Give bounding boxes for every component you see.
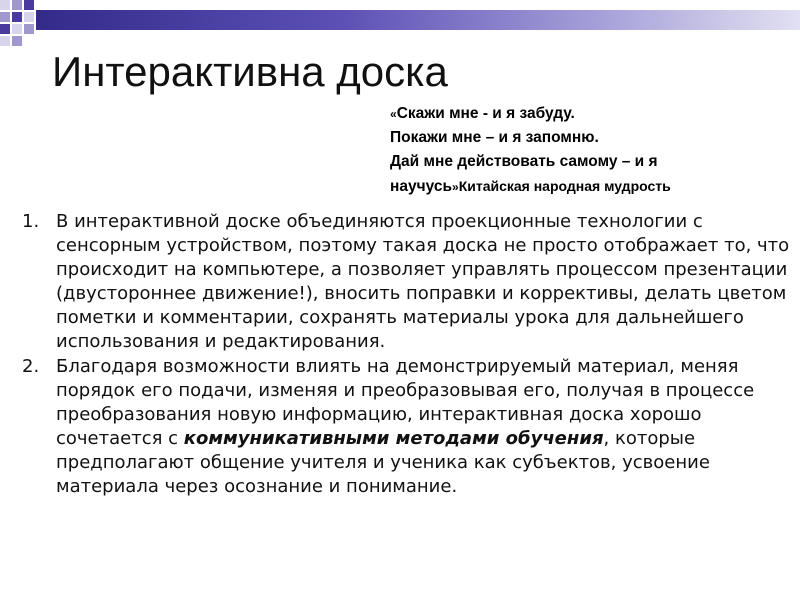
numbered-list [22, 210, 792, 499]
decor-square [12, 12, 22, 22]
list-item-text: В интерактивной доске объединяются проекционные технологии с сенсорным устройством, поэтому такая доска не просто отображает то, что происходит на компьютере, а позволяет управлять процессом презентации (двустороннее движение!), вносить поправки и коррективы, делать цветом пометки и комментарии, сохранять материалы урока для дальнейшего использования и редактирования. [56, 211, 790, 353]
decor-square [12, 36, 22, 46]
quote-line [390, 102, 790, 126]
list-item [22, 210, 792, 355]
quote-attribution: Китайская народная мудрость [458, 178, 671, 194]
header-decor-bar [36, 10, 800, 30]
quote-line [390, 126, 790, 150]
slide-title: Интерактивна доска [52, 48, 448, 95]
epigraph-quote [390, 102, 790, 199]
list-item-text: , которые предполагают общение учителя и ученика как субъектов, усвоение материала через осознание и понимание. [56, 427, 710, 498]
quote-text: Дай мне действовать самому – и я [390, 153, 658, 170]
decor-square [12, 24, 22, 34]
decor-square [24, 12, 34, 22]
quote-text: научусь [390, 178, 452, 195]
decor-square [24, 0, 34, 10]
emphasis-text: коммуникативными методами обучения [183, 427, 604, 449]
decor-square [12, 0, 22, 10]
quote-close-mark: » [452, 180, 459, 194]
quote-open-mark: « [390, 107, 397, 121]
list-item [22, 355, 792, 500]
decor-square [24, 24, 34, 34]
list-number: 1. [22, 211, 40, 232]
quote-line [390, 174, 790, 199]
quote-text: Покажи мне – и я запомню. [390, 129, 599, 146]
decor-square [0, 24, 10, 34]
list-item-text: Благодаря возможности влиять на демонстрируемый материал, меняя порядок его подачи, изменяя и преобразовывая его, получая в процессе преобразования новую информацию, интерактивная доска хорошо сочетается с [56, 355, 755, 449]
quote-text: Скажи мне - и я забуду. [396, 105, 575, 122]
decor-square [0, 12, 10, 22]
decor-square [0, 36, 10, 46]
list-number: 2. [22, 355, 40, 377]
quote-line [390, 150, 790, 174]
decor-square [0, 0, 10, 10]
